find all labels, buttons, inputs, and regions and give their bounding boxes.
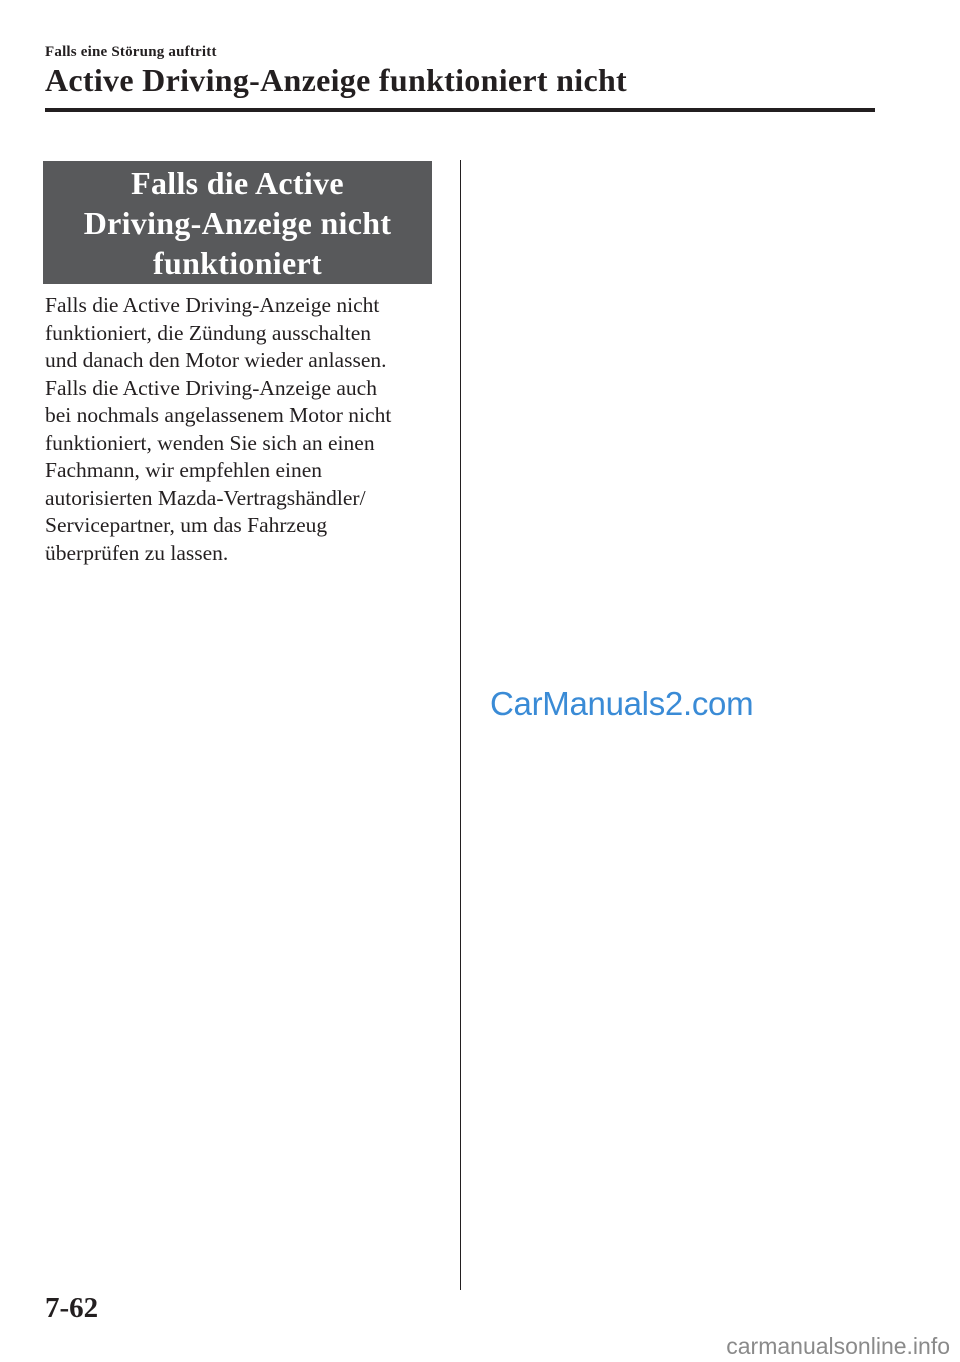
body-line: bei nochmals angelassenem Motor nicht [45, 403, 392, 427]
section-heading-box [43, 161, 432, 284]
body-line: Falls die Active Driving-Anzeige auch [45, 375, 377, 400]
section-heading-line: funktioniert [153, 244, 322, 281]
footer-site-watermark: carmanualsonline.info [726, 1333, 950, 1359]
chapter-label: Falls eine Störung auftritt [45, 44, 217, 60]
body-line: funktioniert, wenden Sie sich an einen [45, 430, 375, 455]
body-line: überprüfen zu lassen. [45, 540, 229, 565]
body-line: funktioniert, die Zündung ausschalten [45, 320, 372, 345]
body-line: und danach den Motor wieder anlassen. [45, 348, 387, 372]
column-divider [460, 160, 461, 1290]
page-title: Active Driving-Anzeige funktioniert nicht [45, 62, 628, 98]
title-rule [45, 108, 875, 112]
watermark-logo: CarManuals2.com [490, 685, 754, 722]
body-line: Servicepartner, um das Fahrzeug [45, 513, 328, 537]
body-line: Falls die Active Driving-Anzeige nicht [45, 293, 380, 317]
body-line: Fachmann, wir empfehlen einen [45, 458, 323, 482]
body-line: autorisierten Mazda-Vertragshändler/ [45, 485, 366, 510]
body-paragraph [45, 292, 440, 567]
section-heading-line: Falls die Active [131, 164, 344, 201]
section-heading-line: Driving-Anzeige nicht [83, 204, 392, 241]
page-number: 7-62 [45, 1292, 99, 1324]
